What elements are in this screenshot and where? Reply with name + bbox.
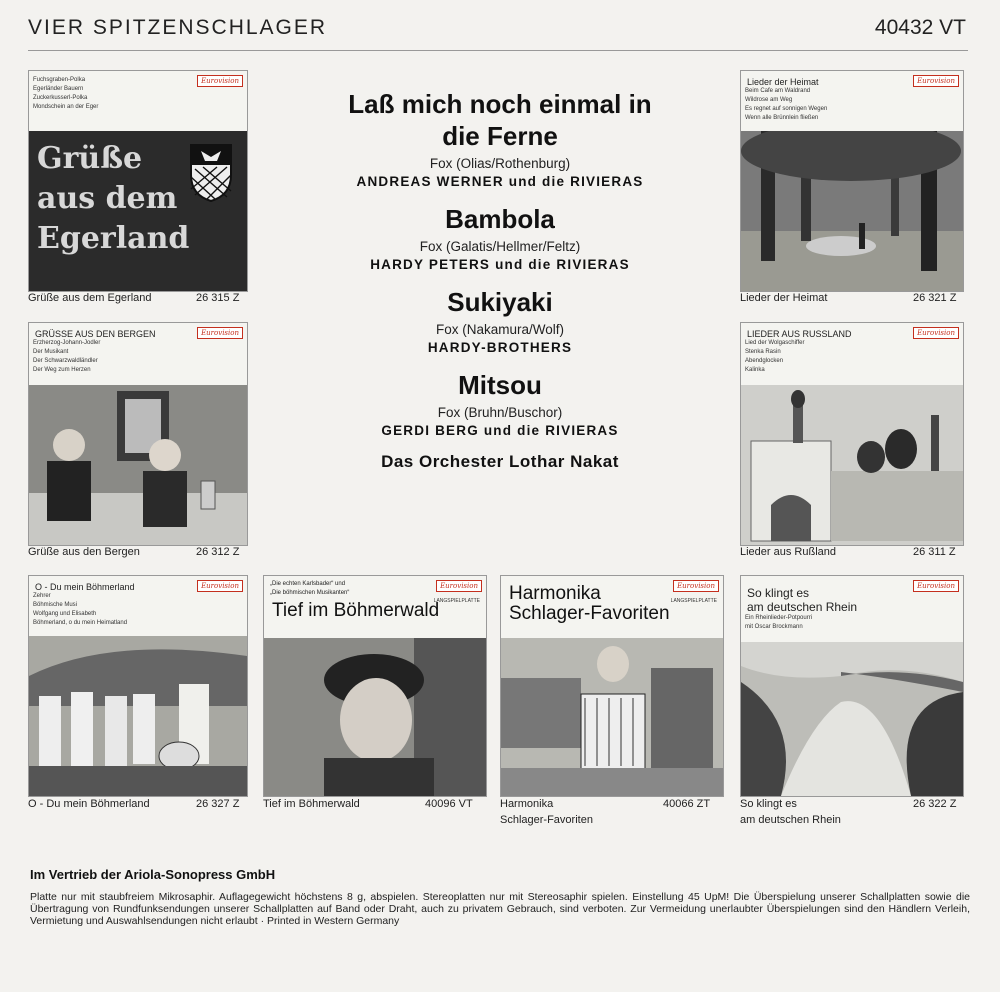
track-2 xyxy=(270,203,730,272)
cover-subtitle: „Die böhmischen Musikanten“ xyxy=(270,590,350,596)
rhine-valley-photo xyxy=(741,642,963,796)
track-4 xyxy=(270,369,730,438)
track-artist: ANDREAS WERNER und die RIVIERAS xyxy=(356,174,644,189)
distribution-note: Im Vertrieb der Ariola-Sonopress GmbH xyxy=(30,867,276,882)
brand-logo: Eurovision xyxy=(197,580,243,592)
band-musicians-photo xyxy=(29,636,247,796)
cover-track-line: Ein Rheinlieder-Potpourri xyxy=(745,615,813,621)
cover-bergen xyxy=(28,322,248,546)
cover-egerland xyxy=(28,70,248,292)
cover-number: 26 327 Z xyxy=(196,798,240,810)
cover-track-line: Wildrose am Weg xyxy=(745,97,793,103)
lp-label: LANGSPIELPLATTE xyxy=(433,598,480,604)
cover-track-line: Der Musikant xyxy=(33,349,69,355)
brand-logo: Eurovision xyxy=(913,327,959,339)
tavern-photo xyxy=(29,385,247,545)
track-title: Mitsou xyxy=(458,370,542,400)
cover-track-line: Der Weg zum Herzen xyxy=(33,367,91,373)
cover-caption: Harmonika xyxy=(500,798,554,810)
cover-number: 26 315 Z xyxy=(196,292,240,304)
fine-print: Platte nur mit staubfreiem Mikrosaphir. Auflagegewicht höchstens 8 g, abspielen. Stereoplatten nur mit Stereosaphir spielen. Einstellung 45 UpM! Die Überspielung unserer Schallplatten sowie die Übertragung von Rundfunksendungen unserer Schallplatten auf Band oder Draht, auch zu privatem Gebrauch, sind verboten. Zur Vermeidung unerlaubter Überspielungen sind den Händlern Verleih, Vermietung und Auswahlsendungen nicht erlaubt · Printed in Western Germany xyxy=(30,891,970,927)
cover-track-line: Zehrer xyxy=(33,593,51,599)
coat-of-arms-icon xyxy=(187,141,235,203)
cover-title: GRÜSSE AUS DEN BERGEN xyxy=(35,329,156,339)
cover-title: Schlager-Favoriten xyxy=(509,603,670,624)
cover-track-line: mit Oscar Brockmann xyxy=(745,624,803,630)
cover-track-line: Der Schwarzwaldländler xyxy=(33,358,98,364)
cover-caption: So klingt es xyxy=(740,798,797,810)
track-info: Fox (Olias/Rothenburg) xyxy=(429,156,571,171)
cover-boehmerland xyxy=(28,575,248,797)
lp-label: LANGSPIELPLATTE xyxy=(670,598,717,604)
cover-track-line: Zuckerkusserl-Polka xyxy=(33,95,88,101)
cover-track-line: Wolfgang und Elisabeth xyxy=(33,611,97,617)
brand-logo: Eurovision xyxy=(197,75,243,87)
cover-title: O - Du mein Böhmerland xyxy=(35,582,135,592)
cover-track-line: Abendglocken xyxy=(745,358,784,364)
track-list xyxy=(270,88,730,472)
track-artist: HARDY PETERS und die RIVIERAS xyxy=(370,257,630,272)
cover-title: Tief im Böhmerwald xyxy=(272,600,440,621)
cover-track-line: Beim Cafe am Waldrand xyxy=(745,88,811,94)
header-divider xyxy=(28,50,968,51)
track-3 xyxy=(270,286,730,355)
track-title: Sukiyaki xyxy=(447,287,553,317)
page-title: VIER SPITZENSCHLAGER xyxy=(28,16,328,39)
cover-number: 26 321 Z xyxy=(913,292,957,304)
cover-caption: Tief im Böhmerwald xyxy=(263,798,360,810)
cover-track-line: Mondschein an der Eger xyxy=(33,104,99,110)
brand-logo: Eurovision xyxy=(913,580,959,592)
brand-logo: Eurovision xyxy=(913,75,959,87)
cover-track-line: Lied der Wolgaschiffer xyxy=(745,340,805,346)
cover-track-line: Wenn alle Brünnlein fließen xyxy=(745,115,819,121)
cover-title: Lieder der Heimat xyxy=(747,77,819,87)
cover-number: 40066 ZT xyxy=(663,798,711,810)
cover-heimat xyxy=(740,70,964,292)
cover-caption: Grüße aus den Bergen xyxy=(28,546,140,558)
cover-track-line: Erzherzog-Johann-Jodler xyxy=(33,340,101,346)
cover-caption: Lieder der Heimat xyxy=(740,292,828,304)
cover-subtitle: „Die echten Karlsbader“ und xyxy=(270,581,346,587)
cover-blackletter-title: Grüße aus dem Egerland xyxy=(37,141,190,256)
brand-logo: Eurovision xyxy=(436,580,482,592)
cover-number: 40096 VT xyxy=(425,798,473,810)
monastery-photo xyxy=(741,385,963,545)
forest-photo xyxy=(741,131,963,291)
cover-track-line: Böhmerland, o du mein Heimatland xyxy=(33,620,128,626)
cover-track-line: Kalinka xyxy=(745,367,765,373)
brand-logo: Eurovision xyxy=(197,327,243,339)
cover-track-line: Fuchsgraben-Polka xyxy=(33,77,86,83)
cover-boehmerwald xyxy=(263,575,487,797)
cover-number: 26 311 Z xyxy=(913,546,956,558)
brand-logo: Eurovision xyxy=(673,580,719,592)
track-info: Fox (Bruhn/Buschor) xyxy=(437,405,563,420)
cover-caption: Schlager-Favoriten xyxy=(500,814,593,826)
orchestra-credit: Das Orchester Lothar Nakat xyxy=(381,452,619,471)
catalog-number: 40432 VT xyxy=(874,16,966,39)
track-artist: HARDY-BROTHERS xyxy=(427,340,573,355)
cover-title: am deutschen Rhein xyxy=(747,600,858,614)
cover-title: Harmonika xyxy=(509,583,601,604)
cover-track-line: Es regnet auf sonnigen Wegen xyxy=(745,106,828,112)
cover-caption: Grüße aus dem Egerland xyxy=(28,292,152,304)
cover-title: So klingt es xyxy=(747,586,810,600)
cover-caption: am deutschen Rhein xyxy=(740,814,841,826)
cover-harmonika xyxy=(500,575,724,797)
cover-russland xyxy=(740,322,964,546)
track-title: Bambola xyxy=(445,204,555,234)
cover-track-line: Stenka Rasin xyxy=(745,349,781,355)
cover-track-line: Egerländer Bauern xyxy=(33,86,84,92)
track-info: Fox (Galatis/Hellmer/Feltz) xyxy=(419,239,581,254)
cover-number: 26 322 Z xyxy=(913,798,957,810)
cover-title: LIEDER AUS RUSSLAND xyxy=(747,329,852,339)
cover-number: 26 312 Z xyxy=(196,546,240,558)
cover-rhein xyxy=(740,575,964,797)
cover-track-line: Böhmische Musi xyxy=(33,602,78,608)
track-artist: GERDI BERG und die RIVIERAS xyxy=(381,423,619,438)
accordion-player-photo xyxy=(501,638,723,796)
cover-caption: Lieder aus Rußland xyxy=(740,546,837,558)
woman-portrait-photo xyxy=(264,638,486,796)
track-info: Fox (Nakamura/Wolf) xyxy=(435,322,565,337)
track-title: Laß mich noch einmal in die Ferne xyxy=(348,89,652,151)
cover-caption: O - Du mein Böhmerland xyxy=(28,798,150,810)
track-1 xyxy=(270,88,730,189)
